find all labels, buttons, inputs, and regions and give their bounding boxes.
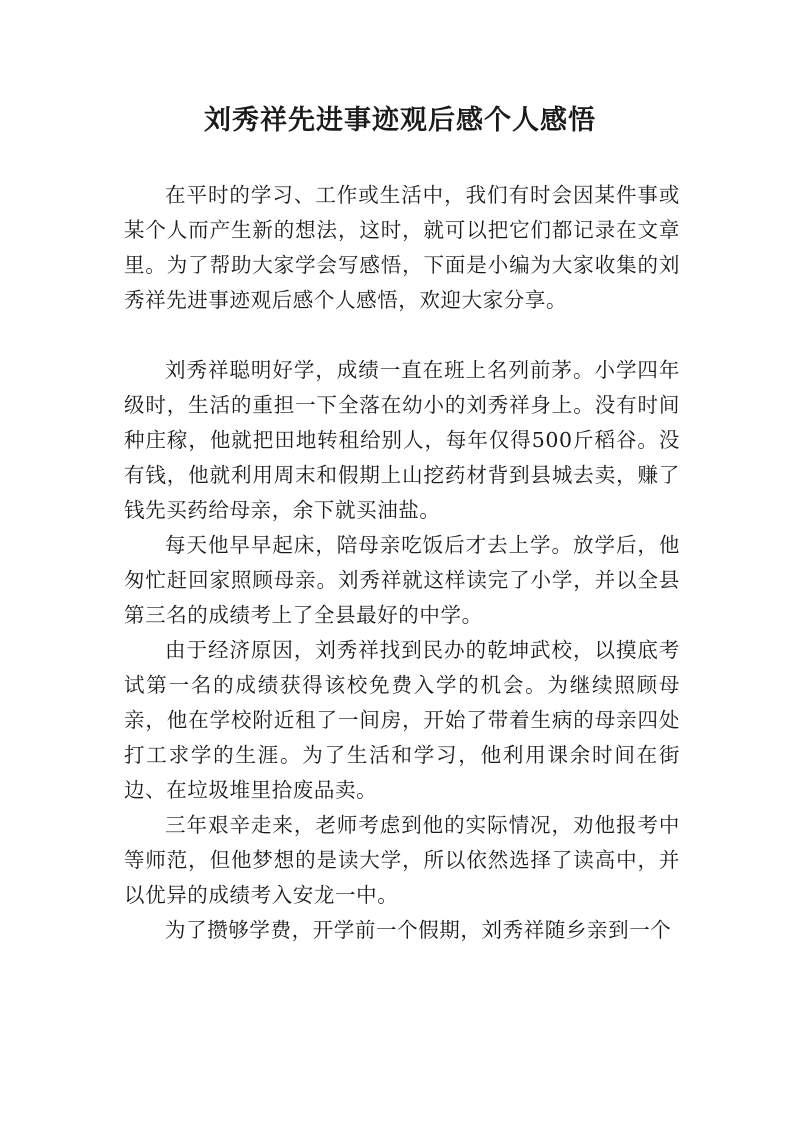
paragraph-5: 为了攒够学费，开学前一个假期，刘秀祥随乡亲到一个 [165,918,672,942]
paragraph-1: 刘秀祥聪明好学，成绩一直在班上名列前茅。小学四年级时，生活的重担一下全落在幼小的刘秀祥身上。没有时间种庄稼，他就把田地转租给别人，每年仅得500斤稻谷。没有钱，他就利用周末和假期上山挖药材背到县城去卖，赚了钱先买药给母亲，余下就买油盐。 [124,358,680,522]
paragraph-4: 三年艰辛走来，老师考虑到他的实际情况，劝他报考中等师范，但他梦想的是读大学，所以依然选择了读高中，并以优异的成绩考入安龙一中。 [124,813,680,907]
paragraph-2: 每天他早早起床，陪母亲吃饭后才去上学。放学后，他匆忙赶回家照顾母亲。刘秀祥就这样读完了小学，并以全县第三名的成绩考上了全县最好的中学。 [124,533,680,627]
paragraph-spacer [124,318,680,353]
paragraph-3: 由于经济原因，刘秀祥找到民办的乾坤武校，以摸底考试第一名的成绩获得该校免费入学的机会。为继续照顾母亲，他在学校附近租了一间房，开始了带着生病的母亲四处打工求学的生涯。为了生活和学习，他利用课余时间在街边、在垃圾堆里拾废品卖。 [124,638,680,802]
paragraph-intro: 在平时的学习、工作或生活中，我们有时会因某件事或某个人而产生新的想法，这时，就可以把它们都记录在文章里。为了帮助大家学会写感悟，下面是小编为大家收集的刘秀祥先进事迹观后感个人感悟，欢迎大家分享。 [124,183,680,312]
document-body [124,178,680,948]
document-title: 刘秀祥先进事迹观后感个人感悟 [204,105,596,136]
